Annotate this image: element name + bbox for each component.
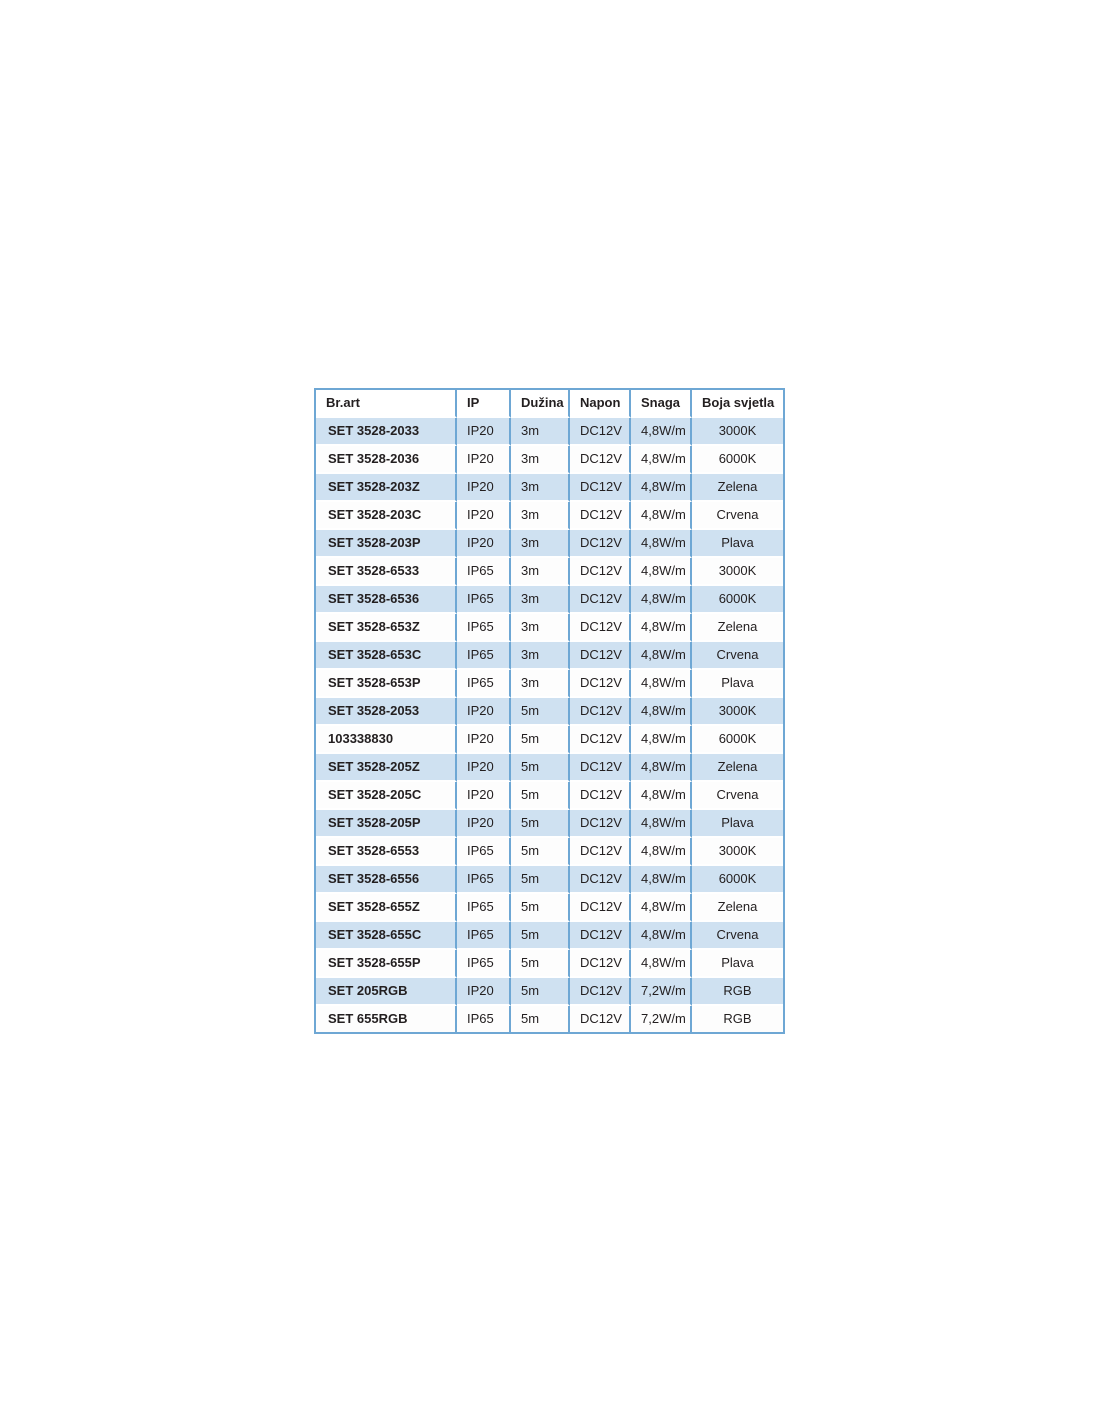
table-cell: 4,8W/m xyxy=(631,866,692,894)
table-cell: 4,8W/m xyxy=(631,782,692,810)
table-cell: DC12V xyxy=(570,782,631,810)
table-cell: DC12V xyxy=(570,558,631,586)
table-cell: 3000K xyxy=(692,558,783,586)
table-cell: IP65 xyxy=(457,1006,511,1032)
table-cell: Plava xyxy=(692,670,783,698)
table-cell: 3m xyxy=(511,530,570,558)
column-header-2: Dužina xyxy=(511,390,570,418)
table-cell: 5m xyxy=(511,810,570,838)
table-row xyxy=(316,1006,783,1032)
table-cell: IP20 xyxy=(457,810,511,838)
table-cell: Zelena xyxy=(692,754,783,782)
table-cell: IP65 xyxy=(457,838,511,866)
table-cell: IP20 xyxy=(457,726,511,754)
table-cell: SET 3528-6536 xyxy=(316,586,457,614)
table-cell: DC12V xyxy=(570,586,631,614)
table-body xyxy=(316,418,783,1032)
table-cell: RGB xyxy=(692,1006,783,1032)
table-row xyxy=(316,866,783,894)
table-cell: 4,8W/m xyxy=(631,586,692,614)
table-cell: 4,8W/m xyxy=(631,838,692,866)
table-cell: SET 3528-655Z xyxy=(316,894,457,922)
table-row xyxy=(316,838,783,866)
table-cell: IP65 xyxy=(457,586,511,614)
table-cell: DC12V xyxy=(570,950,631,978)
table-cell: 4,8W/m xyxy=(631,530,692,558)
table-cell: Crvena xyxy=(692,502,783,530)
table-cell: SET 3528-2036 xyxy=(316,446,457,474)
column-header-0: Br.art xyxy=(316,390,457,418)
table-cell: 5m xyxy=(511,894,570,922)
table-cell: IP65 xyxy=(457,894,511,922)
table-cell: SET 655RGB xyxy=(316,1006,457,1032)
table-cell: SET 3528-6556 xyxy=(316,866,457,894)
table-cell: 3m xyxy=(511,502,570,530)
table-cell: DC12V xyxy=(570,866,631,894)
table-cell: 103338830 xyxy=(316,726,457,754)
table-cell: IP65 xyxy=(457,614,511,642)
table-cell: Zelena xyxy=(692,894,783,922)
table-row xyxy=(316,418,783,446)
table-cell: 6000K xyxy=(692,866,783,894)
table-cell: 5m xyxy=(511,866,570,894)
column-header-1: IP xyxy=(457,390,511,418)
table-cell: SET 3528-6553 xyxy=(316,838,457,866)
table-cell: 4,8W/m xyxy=(631,474,692,502)
table-cell: 4,8W/m xyxy=(631,922,692,950)
table-row xyxy=(316,670,783,698)
table-cell: IP65 xyxy=(457,670,511,698)
table-cell: DC12V xyxy=(570,698,631,726)
product-table xyxy=(314,388,785,1034)
table-header xyxy=(316,390,783,418)
column-header-5: Boja svjetla xyxy=(692,390,783,418)
table-cell: 4,8W/m xyxy=(631,754,692,782)
table-cell: SET 3528-655C xyxy=(316,922,457,950)
table-cell: 4,8W/m xyxy=(631,446,692,474)
table-row xyxy=(316,474,783,502)
table-cell: 5m xyxy=(511,698,570,726)
table-cell: 5m xyxy=(511,922,570,950)
table-cell: IP65 xyxy=(457,922,511,950)
table-cell: 5m xyxy=(511,726,570,754)
table-row xyxy=(316,810,783,838)
table-cell: 4,8W/m xyxy=(631,698,692,726)
table-cell: 4,8W/m xyxy=(631,670,692,698)
table-cell: Crvena xyxy=(692,922,783,950)
table-row xyxy=(316,530,783,558)
table-row xyxy=(316,754,783,782)
table-cell: SET 3528-653P xyxy=(316,670,457,698)
table-cell: 7,2W/m xyxy=(631,1006,692,1032)
table-row xyxy=(316,446,783,474)
table-cell: SET 3528-2053 xyxy=(316,698,457,726)
table-cell: SET 3528-205C xyxy=(316,782,457,810)
table-row xyxy=(316,642,783,670)
table-cell: 3m xyxy=(511,474,570,502)
table-cell: IP20 xyxy=(457,782,511,810)
table-cell: DC12V xyxy=(570,1006,631,1032)
table-cell: SET 3528-653C xyxy=(316,642,457,670)
table-cell: SET 3528-205Z xyxy=(316,754,457,782)
table-cell: SET 3528-203P xyxy=(316,530,457,558)
table-cell: 4,8W/m xyxy=(631,726,692,754)
table-cell: DC12V xyxy=(570,530,631,558)
table-cell: SET 3528-205P xyxy=(316,810,457,838)
product-table-container xyxy=(314,388,785,1034)
table-cell: 3000K xyxy=(692,418,783,446)
table-cell: IP20 xyxy=(457,754,511,782)
table-cell: 4,8W/m xyxy=(631,614,692,642)
table-cell: RGB xyxy=(692,978,783,1006)
table-cell: 6000K xyxy=(692,586,783,614)
table-row xyxy=(316,502,783,530)
table-cell: SET 3528-203C xyxy=(316,502,457,530)
table-cell: 3m xyxy=(511,558,570,586)
table-cell: 7,2W/m xyxy=(631,978,692,1006)
table-row xyxy=(316,586,783,614)
table-cell: 3m xyxy=(511,614,570,642)
table-cell: SET 3528-2033 xyxy=(316,418,457,446)
table-cell: Crvena xyxy=(692,782,783,810)
table-cell: IP65 xyxy=(457,866,511,894)
table-cell: DC12V xyxy=(570,446,631,474)
table-cell: IP20 xyxy=(457,978,511,1006)
table-cell: 3m xyxy=(511,418,570,446)
table-cell: SET 3528-653Z xyxy=(316,614,457,642)
table-cell: Zelena xyxy=(692,614,783,642)
table-cell: DC12V xyxy=(570,502,631,530)
table-cell: SET 3528-655P xyxy=(316,950,457,978)
table-cell: IP65 xyxy=(457,558,511,586)
table-cell: DC12V xyxy=(570,922,631,950)
table-cell: 3m xyxy=(511,670,570,698)
table-cell: 6000K xyxy=(692,726,783,754)
table-cell: 3000K xyxy=(692,698,783,726)
table-cell: 5m xyxy=(511,754,570,782)
table-row xyxy=(316,922,783,950)
table-cell: DC12V xyxy=(570,726,631,754)
table-cell: IP20 xyxy=(457,502,511,530)
table-cell: 5m xyxy=(511,950,570,978)
table-cell: 4,8W/m xyxy=(631,642,692,670)
table-cell: SET 3528-6533 xyxy=(316,558,457,586)
column-header-4: Snaga xyxy=(631,390,692,418)
table-cell: DC12V xyxy=(570,894,631,922)
table-cell: Plava xyxy=(692,530,783,558)
table-cell: Plava xyxy=(692,950,783,978)
table-cell: Crvena xyxy=(692,642,783,670)
table-cell: DC12V xyxy=(570,670,631,698)
table-cell: DC12V xyxy=(570,838,631,866)
table-row xyxy=(316,726,783,754)
table-cell: SET 205RGB xyxy=(316,978,457,1006)
table-cell: IP20 xyxy=(457,530,511,558)
table-cell: IP65 xyxy=(457,950,511,978)
table-cell: DC12V xyxy=(570,642,631,670)
table-cell: IP65 xyxy=(457,642,511,670)
header-row xyxy=(316,390,783,418)
table-cell: 4,8W/m xyxy=(631,558,692,586)
column-header-3: Napon xyxy=(570,390,631,418)
table-cell: 4,8W/m xyxy=(631,894,692,922)
table-cell: 6000K xyxy=(692,446,783,474)
table-cell: Zelena xyxy=(692,474,783,502)
table-cell: 4,8W/m xyxy=(631,502,692,530)
table-row xyxy=(316,698,783,726)
table-cell: DC12V xyxy=(570,474,631,502)
table-cell: 5m xyxy=(511,1006,570,1032)
table-cell: 5m xyxy=(511,782,570,810)
table-cell: IP20 xyxy=(457,474,511,502)
table-cell: 4,8W/m xyxy=(631,810,692,838)
table-row xyxy=(316,782,783,810)
table-cell: DC12V xyxy=(570,754,631,782)
table-cell: 4,8W/m xyxy=(631,950,692,978)
table-cell: 3m xyxy=(511,586,570,614)
table-cell: SET 3528-203Z xyxy=(316,474,457,502)
table-cell: 5m xyxy=(511,978,570,1006)
table-cell: DC12V xyxy=(570,614,631,642)
table-row xyxy=(316,614,783,642)
table-cell: IP20 xyxy=(457,446,511,474)
table-row xyxy=(316,894,783,922)
table-row xyxy=(316,978,783,1006)
table-cell: 3000K xyxy=(692,838,783,866)
table-cell: IP20 xyxy=(457,418,511,446)
table-cell: DC12V xyxy=(570,418,631,446)
table-cell: DC12V xyxy=(570,978,631,1006)
table-row xyxy=(316,950,783,978)
table-cell: 3m xyxy=(511,446,570,474)
table-cell: Plava xyxy=(692,810,783,838)
table-cell: 4,8W/m xyxy=(631,418,692,446)
table-row xyxy=(316,558,783,586)
table-cell: 3m xyxy=(511,642,570,670)
table-cell: 5m xyxy=(511,838,570,866)
table-cell: DC12V xyxy=(570,810,631,838)
table-cell: IP20 xyxy=(457,698,511,726)
